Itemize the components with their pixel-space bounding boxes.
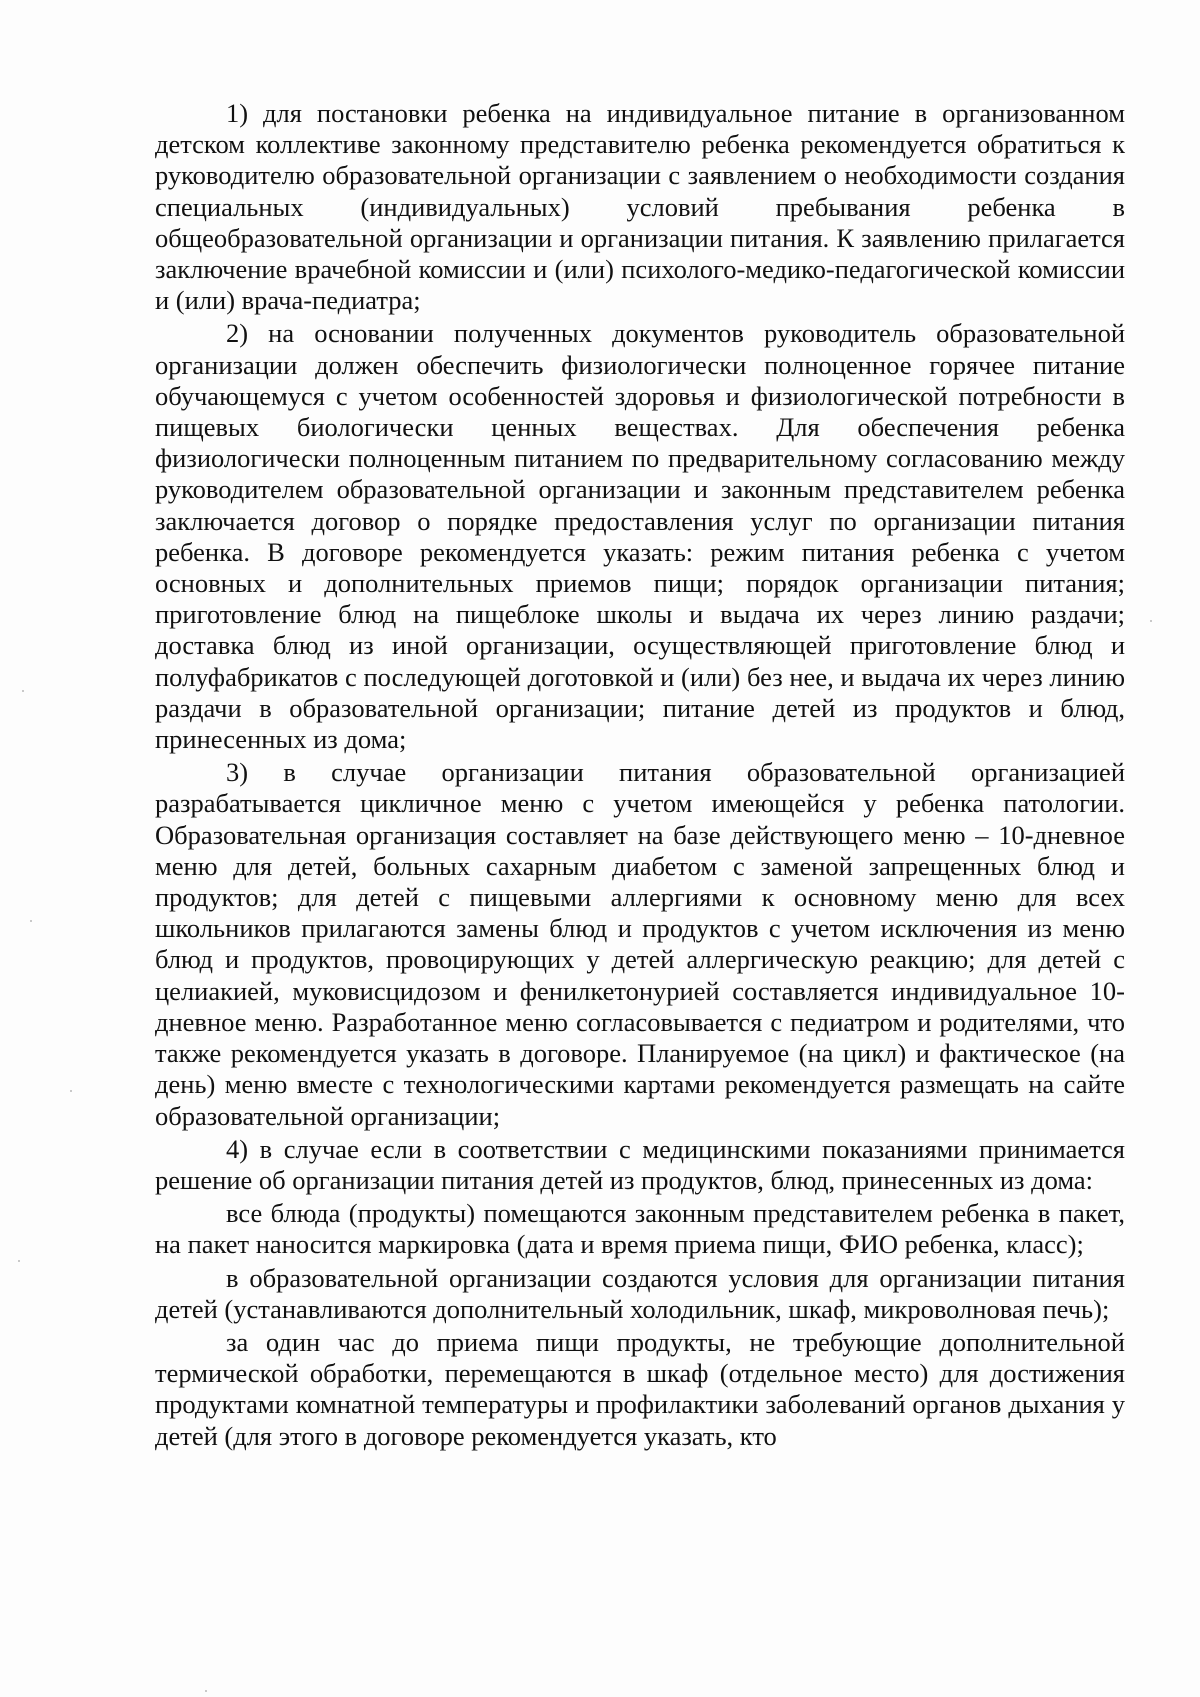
sub-paragraph-packaging: все блюда (продукты) помещаются законным представителем ребенка в пакет, на пакет наносится маркировка (дата и время приема пищи, ФИО ребенка, класс);: [155, 1198, 1125, 1260]
sub-paragraph-conditions: в образовательной организации создаются условия для организации питания детей (устанавливаются дополнительный холодильник, шкаф, микроволновая печь);: [155, 1262, 1125, 1324]
paragraph-1-individual-nutrition-request: 1) для постановки ребенка на индивидуальное питание в организованном детском коллективе законному представителю ребенка рекомендуется обратиться к руководителю образовательной организации с заявлением о необходимости создания специальных (индивидуальных) условий пребывания ребенка в общеобразовательной организации и организации питания. К заявлению прилагается заключение врачебной комиссии и (или) психолого-медико-педагогической комиссии и (или) врача-педиатра;: [155, 98, 1125, 316]
scan-speck: [22, 690, 24, 692]
scan-speck: [70, 1090, 72, 1092]
document-body: [155, 98, 1125, 1454]
sub-paragraph-storage: за один час до приема пищи продукты, не требующие дополнительной термической обработки, перемещаются в шкаф (отдельное место) для достижения продуктами комнатной температуры и профилактики заболеваний органов дыхания у детей (для этого в договоре рекомендуется указать, кто: [155, 1326, 1125, 1451]
paragraph-4-home-food: 4) в случае если в соответствии с медицинскими показаниями принимается решение об организации питания детей из продуктов, блюд, принесенных из дома:: [155, 1133, 1125, 1195]
paragraph-3-cyclic-menu: 3) в случае организации питания образовательной организацией разрабатывается цикличное меню с учетом имеющейся у ребенка патологии. Образовательная организация составляет на базе действующего меню – 10-дневное меню для детей, больных сахарным диабетом с заменой запрещенных блюд и продуктов; для детей с пищевыми аллергиями к основному меню для всех школьников прилагаются замены блюд и продуктов с учетом исключения из меню блюд и продуктов, провоцирующих у детей аллергическую реакцию; для детей с целиакией, муковисцидозом и фенилкетонурией составляется индивидуальное 10-дневное меню. Разработанное меню согласовывается с педиатром и родителями, что также рекомендуется указать в договоре. Планируемое (на цикл) и фактическое (на день) меню вместе с технологическими картами рекомендуется размещать на сайте образовательной организации;: [155, 757, 1125, 1131]
scan-speck: [30, 920, 32, 922]
scan-speck: [1150, 620, 1152, 622]
paragraph-2-nutrition-contract: 2) на основании полученных документов руководитель образовательной организации должен обеспечить физиологически полноценное горячее питание обучающемуся с учетом особенностей здоровья и физиологической потребности в пищевых биологически ценных веществах. Для обеспечения ребенка физиологически полноценным питанием по предварительному согласованию между руководителем образовательной организации и законным представителем ребенка заключается договор о порядке предоставления услуг по организации питания ребенка. В договоре рекомендуется указать: режим питания ребенка с учетом основных и дополнительных приемов пищи; порядок организации питания; приготовление блюд на пищеблоке школы и выдача их через линию раздачи; доставка блюд из иной организации, осуществляющей приготовление блюд и полуфабрикатов с последующей доготовкой и (или) без нее, и выдача их через линию раздачи в образовательной организации; питание детей из продуктов и блюд, принесенных из дома;: [155, 318, 1125, 755]
scan-speck: [205, 1690, 207, 1692]
scan-speck: [18, 1260, 20, 1262]
